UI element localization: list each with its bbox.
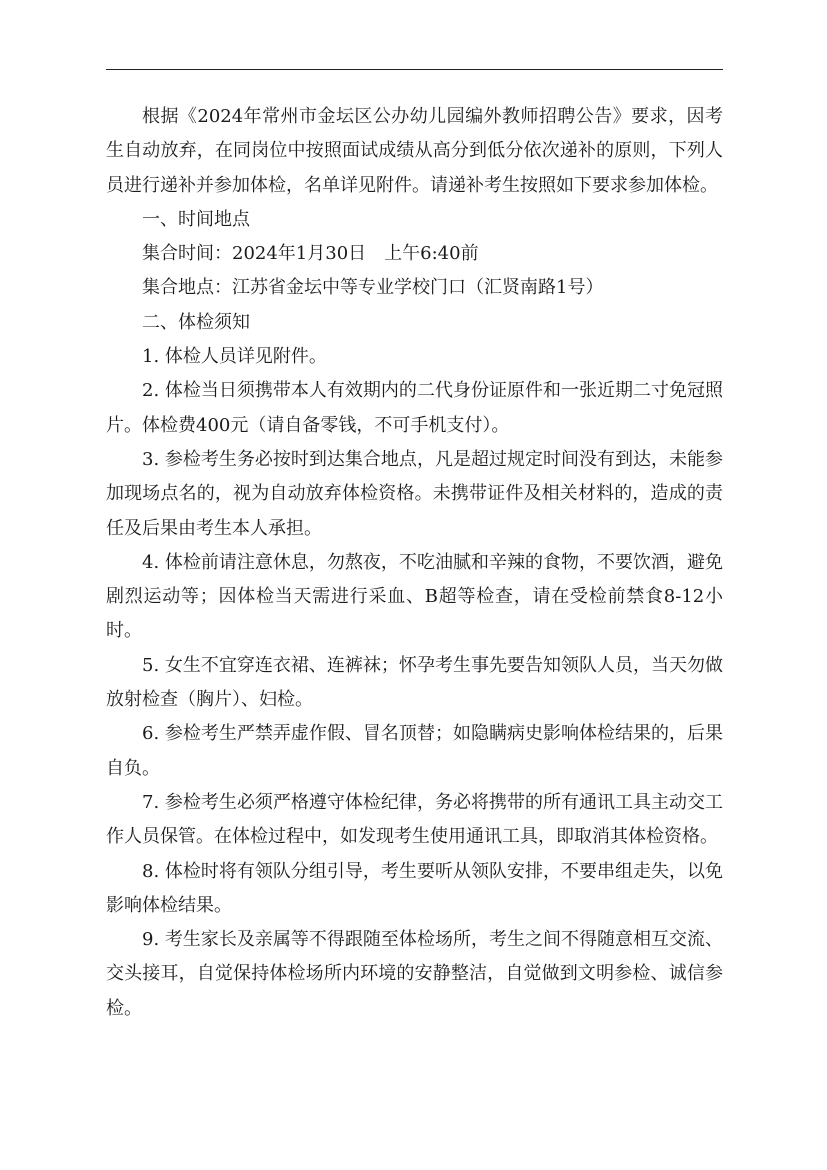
notice-item-9: 9. 考生家长及亲属等不得跟随至体检场所，考生之间不得随意相互交流、交头接耳，自觉保持体检场所内环境的安静整洁，自觉做到文明参检、诚信参检。 (106, 929, 723, 1019)
section-2-heading: 二、体检须知 (142, 311, 250, 333)
notice-item-8: 8. 体检时将有领队分组引导，考生要听从领队安排，不要串组走失，以免影响体检结果。 (106, 860, 723, 916)
notice-item-2: 2. 体检当日须携带本人有效期内的二代身份证原件和一张近期二寸免冠照片。体检费400元（请自备零钱，不可手机支付）。 (106, 380, 723, 436)
assembly-place: 集合地点：江苏省金坛中等专业学校门口（汇贤南路1号） (142, 277, 604, 299)
header-rule (106, 69, 723, 70)
intro-paragraph: 根据《2024年常州市金坛区公办幼儿园编外教师招聘公告》要求，因考生自动放弃，在同岗位中按照面试成绩从高分到低分依次递补的原则，下列人员进行递补并参加体检，名单详见附件。请递补考生按照如下要求参加体检。 (106, 106, 723, 196)
notice-item-3: 3. 参检考生务必按时到达集合地点，凡是超过规定时间没有到达，未能参加现场点名的，视为自动放弃体检资格。未携带证件及相关材料的，造成的责任及后果由考生本人承担。 (106, 448, 723, 539)
notice-item-1: 1. 体检人员详见附件。 (142, 346, 327, 368)
notice-item-5: 5. 女生不宜穿连衣裙、连裤袜；怀孕考生事先要告知领队人员，当天勿做放射检查（胸片）、妇检。 (106, 654, 723, 711)
document-body (106, 100, 723, 1026)
notice-item-4: 4. 体检前请注意休息，勿熬夜，不吃油腻和辛辣的食物，不要饮酒，避免剧烈运动等；因体检当天需进行采血、B超等检查，请在受检前禁食8-12小时。 (106, 551, 723, 642)
section-1-heading: 一、时间地点 (142, 208, 250, 230)
notice-item-6: 6. 参检考生严禁弄虚作假、冒名顶替；如隐瞒病史影响体检结果的，后果自负。 (106, 723, 723, 779)
assembly-time: 集合时间：2024年1月30日 上午6:40前 (142, 243, 479, 265)
notice-item-7: 7. 参检考生必须严格遵守体检纪律，务必将携带的所有通讯工具主动交工作人员保管。在体检过程中，如发现考生使用通讯工具，即取消其体检资格。 (106, 791, 723, 848)
